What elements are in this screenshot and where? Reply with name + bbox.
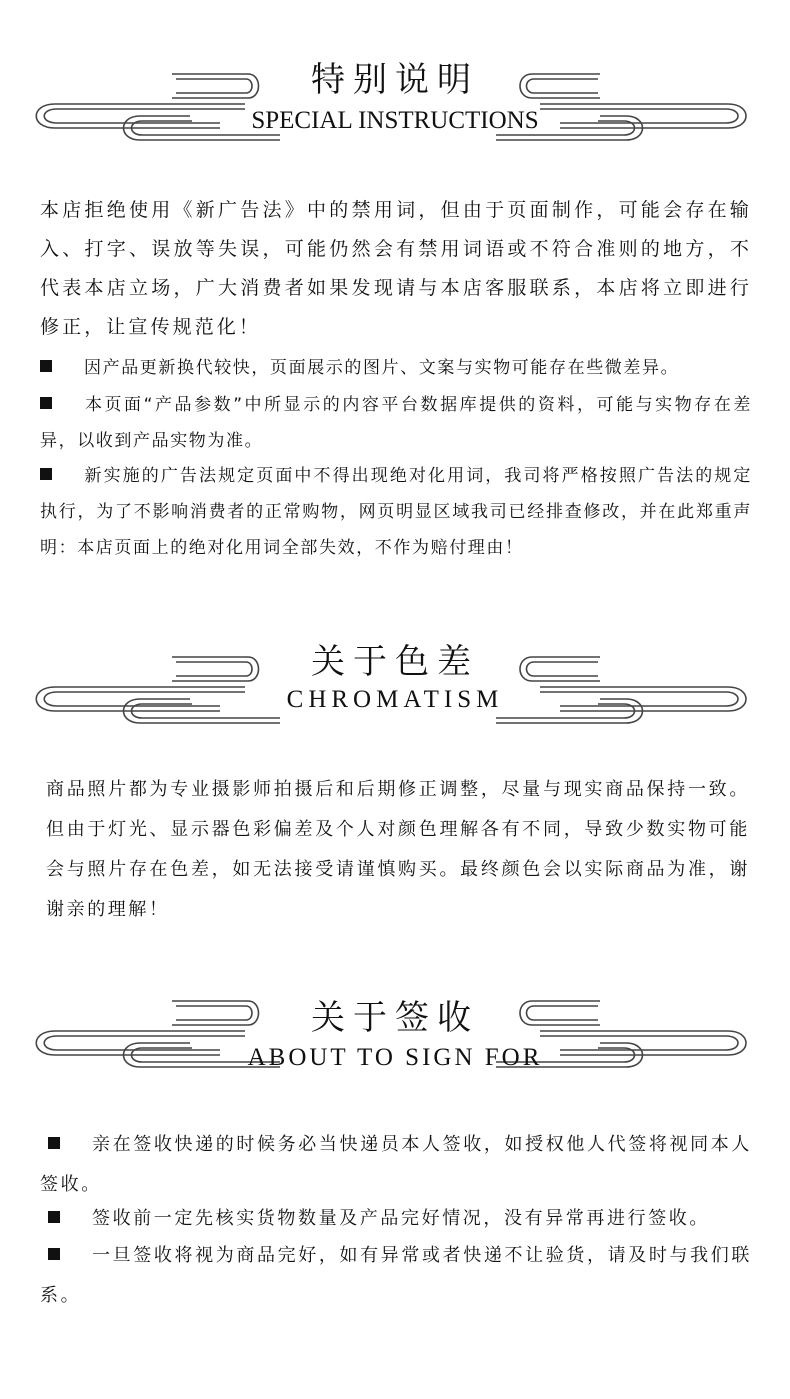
section-title-en: SPECIAL INSTRUCTIONS [251, 107, 539, 134]
section-chromatism [0, 620, 790, 940]
bullet-square-icon [40, 397, 52, 409]
notice-paragraph: 本店拒绝使用《新广告法》中的禁用词，但由于页面制作，可能会存在输入、打字、误放等失误，可能仍然会有禁用词语或不符合准则的地方，不代表本店立场，广大消费者如果发现请与本店客服联系，本店将立即进行修正，让宣传规范化！ [40, 199, 752, 338]
bullet-item: 本页面“产品参数”中所显示的内容平台数据库提供的资料，可能与实物存在差异，以收到产品实物为准。 [40, 395, 752, 451]
bullet-item: 新实施的广告法规定页面中不得出现绝对化用词，我司将严格按照广告法的规定执行，为了不影响消费者的正常购物，网页明显区域我司已经排查修改，并在此郑重声明：本店页面上的绝对化用词全部失效，不作为赔付理由！ [40, 466, 752, 558]
bullet-square-icon [48, 1137, 60, 1149]
section-title-cn: 关于色差 [311, 642, 479, 682]
bullet-item: 签收前一定先核实货物数量及产品完好情况，没有异常再进行签收。 [40, 1199, 752, 1239]
bullet-square-icon [48, 1248, 60, 1260]
chromatism-paragraph: 商品照片都为专业摄影师拍摄后和后期修正调整，尽量与现实商品保持一致。但由于灯光、显示器色彩偏差及个人对颜色理解各有不同，导致少数实物可能会与照片存在色差，如无法接受请谨慎购买。最终颜色会以实际商品为准，谢谢亲的理解！ [46, 779, 750, 920]
bullet-item: 因产品更新换代较快，页面展示的图片、文案与实物可能存在些微差异。 [40, 350, 752, 386]
bullet-square-icon [40, 468, 52, 480]
section-title-en: ABOUT TO SIGN FOR [247, 1044, 543, 1071]
bullet-square-icon [48, 1211, 60, 1223]
section-title-cn: 特别说明 [311, 60, 479, 100]
bullet-square-icon [40, 360, 52, 372]
bullet-item: 亲在签收快递的时候务必当快递员本人签收，如授权他人代签将视同本人签收。 [40, 1134, 752, 1195]
section-special-instructions [0, 0, 790, 600]
section-sign-for [0, 970, 790, 1399]
bullet-item: 一旦签收将视为商品完好，如有异常或者快递不让验货，请及时与我们联系。 [40, 1245, 752, 1306]
section-title-cn: 关于签收 [311, 998, 479, 1038]
section-title-en: CHROMATISM [286, 686, 504, 713]
